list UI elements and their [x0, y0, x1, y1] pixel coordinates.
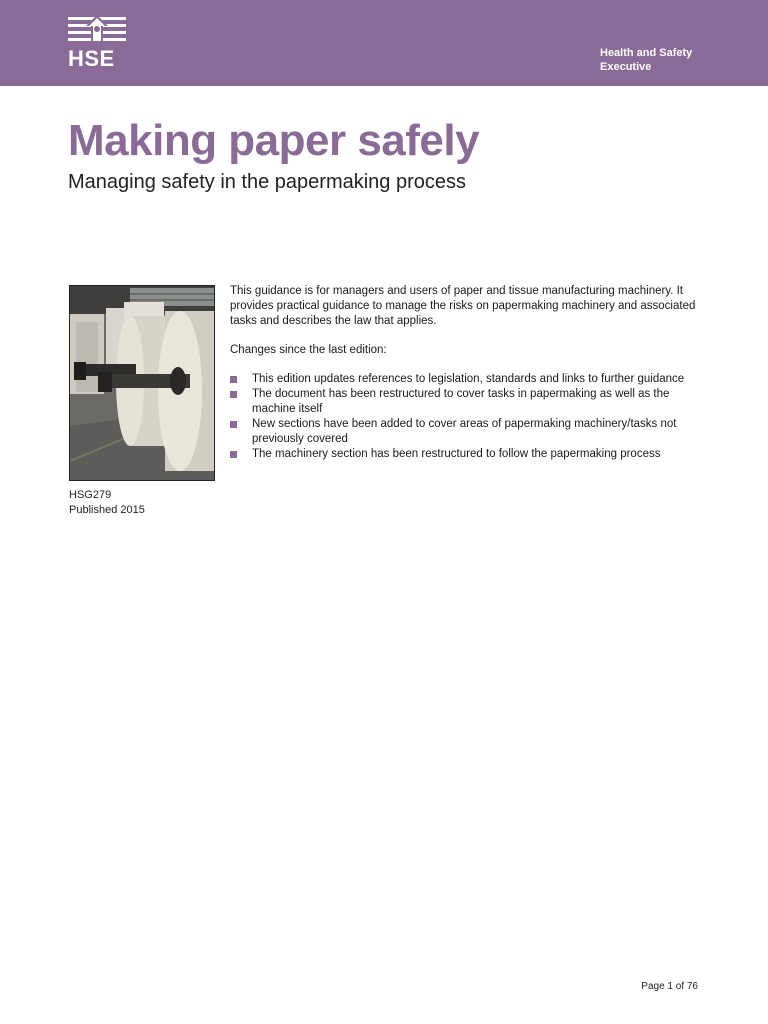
agency-name: [600, 46, 740, 74]
intro-paragraph: This guidance is for managers and users of paper and tissue manufacturing machinery. It provides practical guidance to manage the risks on papermaking machinery and associated tasks and describes the law that applies.: [230, 285, 696, 327]
list-item: [230, 372, 702, 387]
list-item-text: The machinery section has been restructured to follow the papermaking process: [252, 448, 661, 460]
document-body: [230, 284, 702, 462]
bullet-square-icon: [230, 391, 237, 398]
list-item-text: The document has been restructured to cover tasks in papermaking as well as the machine itself: [252, 388, 670, 415]
publication-meta: [69, 488, 145, 518]
list-item-text: This edition updates references to legislation, standards and links to further guidance: [252, 373, 685, 385]
bullet-square-icon: [230, 376, 237, 383]
document-subtitle: Managing safety in the papermaking process: [68, 171, 467, 193]
reference-code: HSG279: [69, 489, 112, 501]
list-item-text: New sections have been added to cover areas of papermaking machinery/tasks not previously covered: [252, 418, 677, 445]
bullet-square-icon: [230, 451, 237, 458]
page-number: Page 1 of 76: [641, 981, 698, 992]
agency-name-line1: Health and Safety: [600, 47, 693, 59]
paper-rolls-photo: [69, 285, 215, 481]
bullet-square-icon: [230, 421, 237, 428]
hse-logo-text: HSE: [68, 46, 115, 71]
list-item: [230, 417, 702, 447]
document-title: Making paper safely: [68, 116, 480, 165]
agency-name-line2: Executive: [600, 61, 652, 73]
changes-heading: Changes since the last edition:: [230, 344, 387, 356]
list-item: [230, 387, 702, 417]
list-item: [230, 447, 702, 462]
published-date: Published 2015: [69, 504, 145, 516]
changes-list: [230, 372, 702, 462]
header-banner: [0, 0, 768, 86]
